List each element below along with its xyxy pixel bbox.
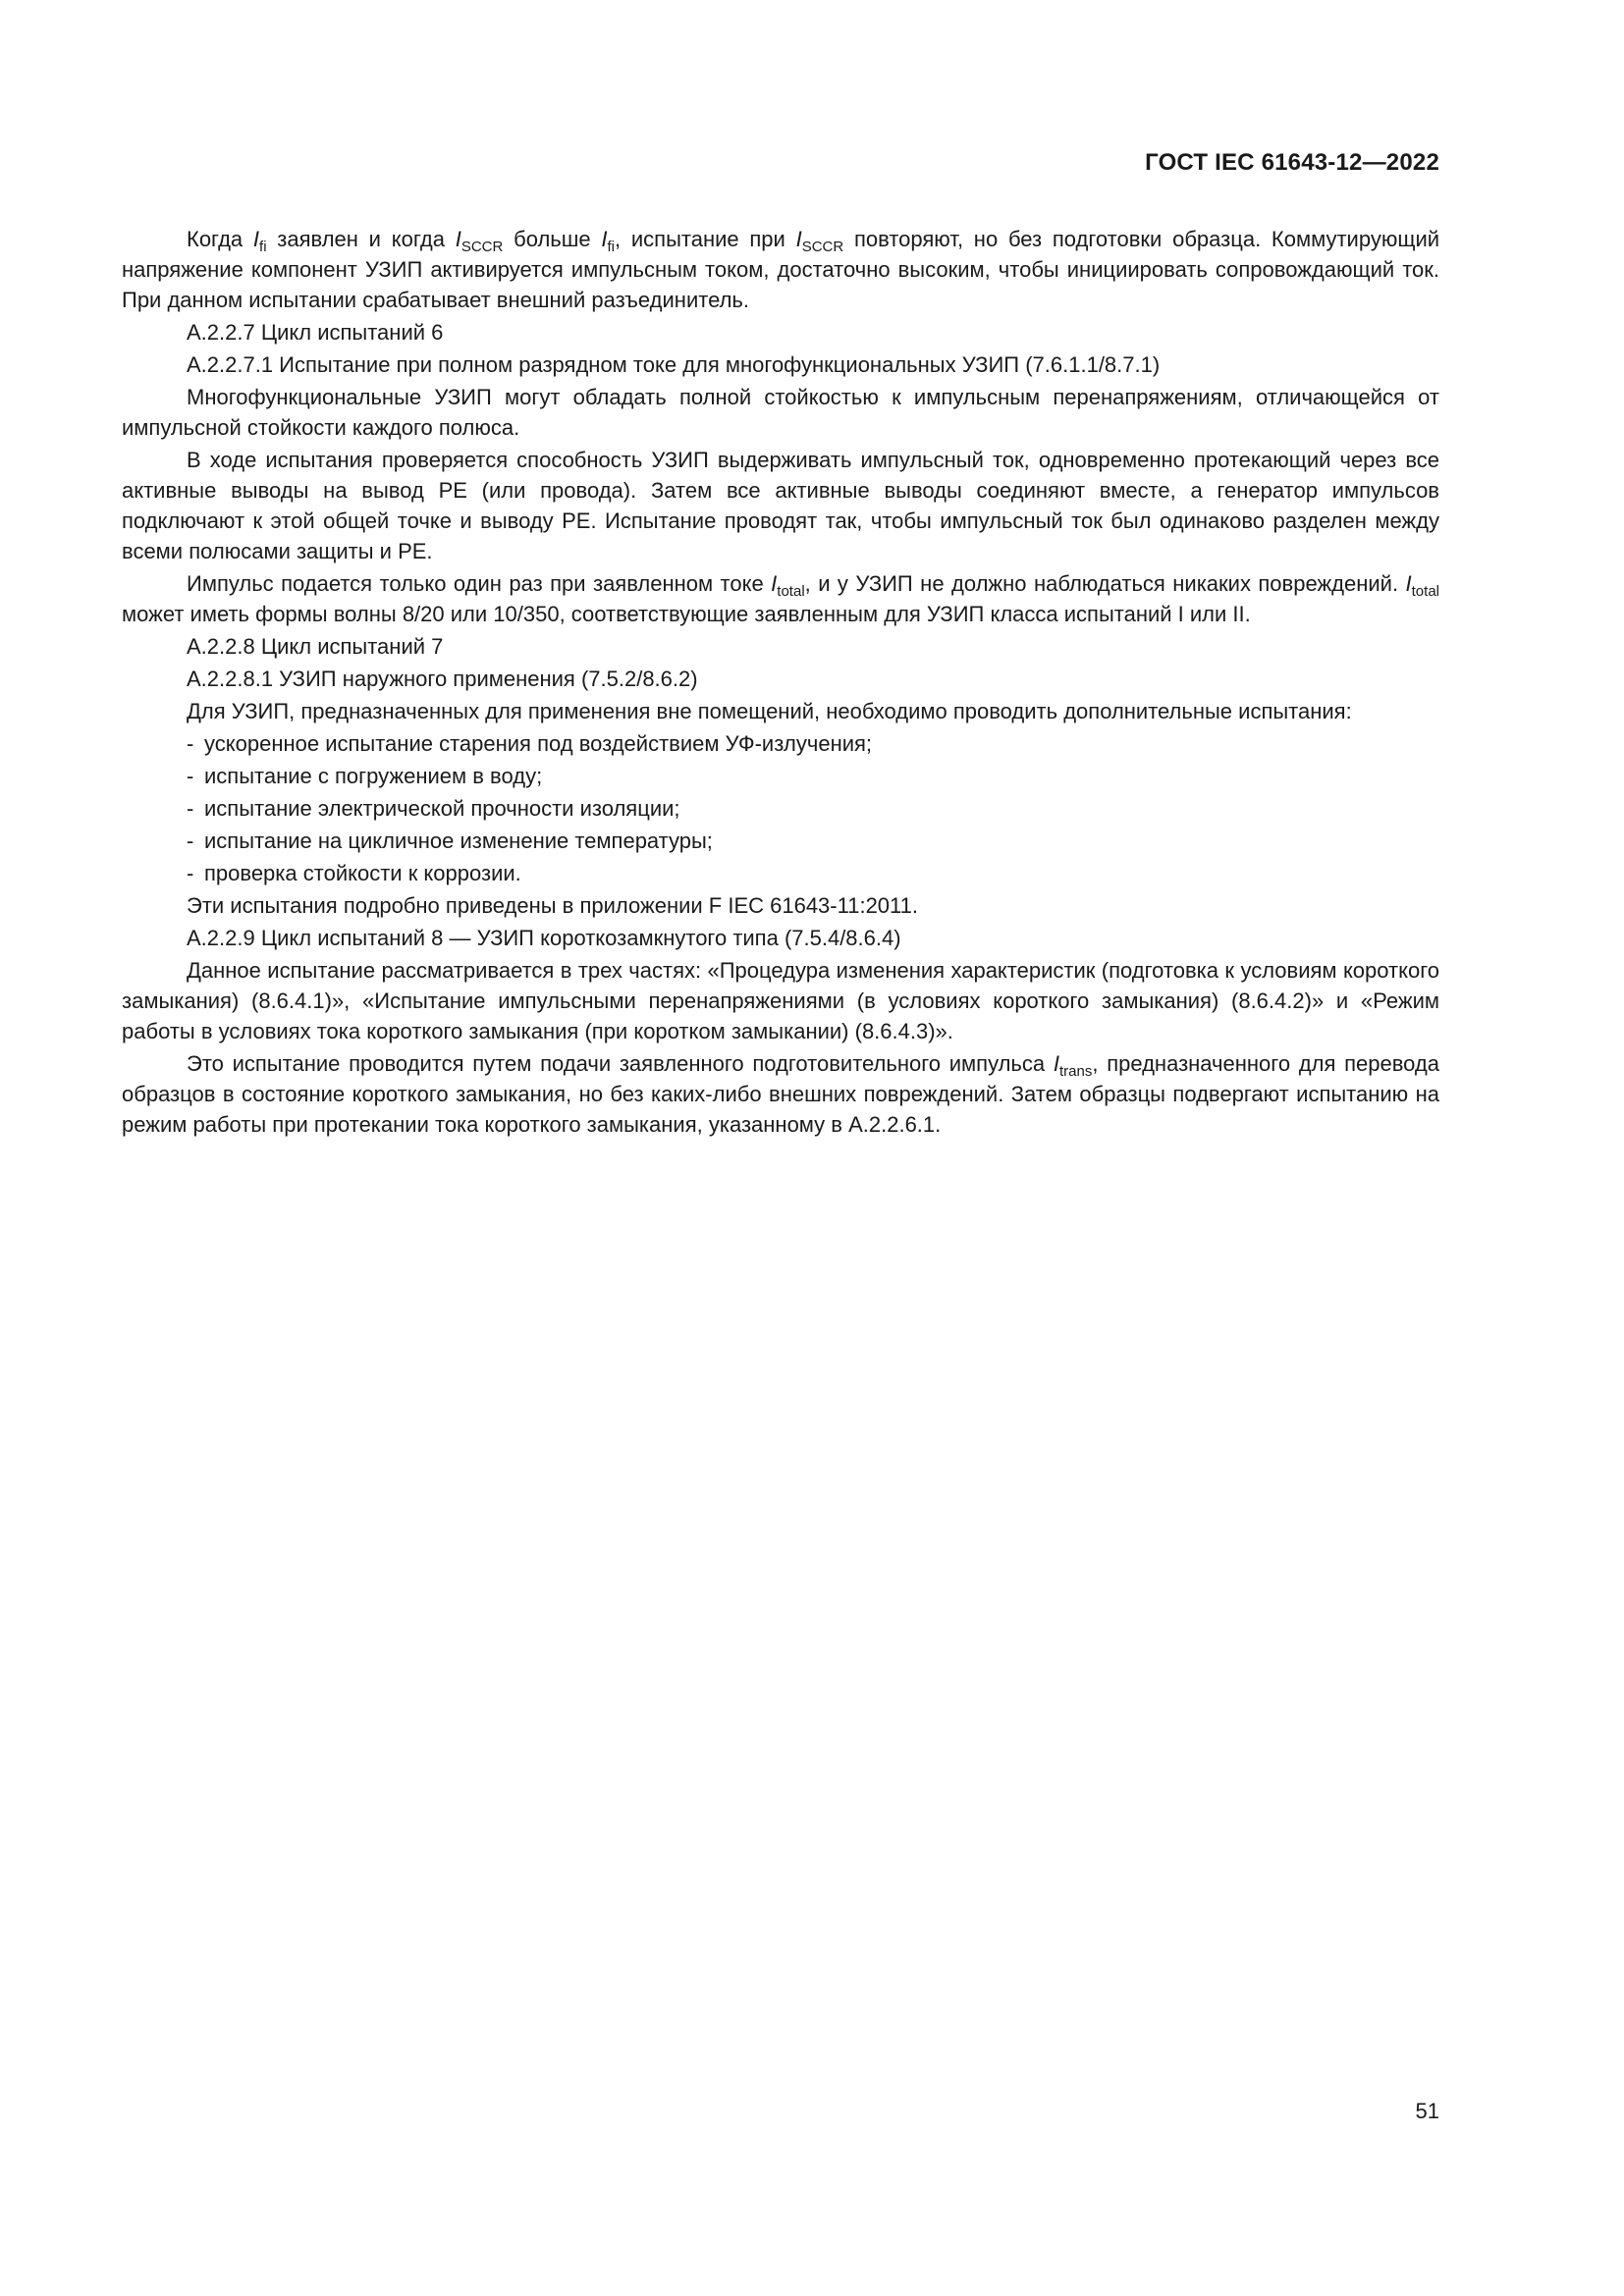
symbol-i: I <box>601 227 608 251</box>
text-run: , предназначенного для перевода образцов в состояние короткого замыкания, но без каких-либо внешних повреждений. Затем образцы подвергают испытанию на режим работы при протекании тока короткого замыкания, указанному в А.2.2.6.1. <box>122 1051 1439 1137</box>
subscript: total <box>1411 583 1439 600</box>
symbol-i: I <box>1405 571 1412 596</box>
paragraph-test-procedure: В ходе испытания проверяется способность УЗИП выдерживать импульсный ток, одновременно протекающий через все активные выводы на вывод PE (или провода). Затем все активные выводы соединяют вместе, а генератор импульсов подключают к этой общей точке и выводу PE. Испытание проводят так, чтобы импульсный ток был одинаково разделен между всеми полюсами защиты и PE. <box>122 448 1439 563</box>
list-item-text: испытание с погружением в воду; <box>204 764 543 788</box>
list-item-text: ускоренное испытание старения под воздействием УФ-излучения; <box>204 731 873 756</box>
paragraph-three-parts: Данное испытание рассматривается в трех частях: «Процедура изменения характеристик (подготовка к условиям короткого замыкания) (8.6.4.1)», «Испытание импульсными перенапряжениями (в условиях короткого замыкания) (8.6.4.2)» и «Режим работы в условиях тока короткого замыкания (при коротком замыкании) (8.6.4.3)». <box>122 958 1439 1043</box>
document-header: ГОСТ IEC 61643-12—2022 <box>1145 149 1439 176</box>
list-item <box>187 858 1439 888</box>
paragraph-multifunction: Многофункциональные УЗИП могут обладать полной стойкостью к импульсным перенапряжениям, отличающейся от импульсной стойкости каждого полюса. <box>122 385 1439 440</box>
paragraph-itotal <box>122 568 1439 629</box>
section-heading-a2271: А.2.2.7.1 Испытание при полном разрядном токе для многофункциональных УЗИП (7.6.1.1/8.7.1) <box>187 352 1161 377</box>
text-run: заявлен и когда <box>266 227 456 251</box>
section-heading-a228: А.2.2.8 Цикл испытаний 7 <box>187 634 444 659</box>
subscript: SCCR <box>460 239 504 255</box>
section-heading-a2281: А.2.2.8.1 УЗИП наружного применения (7.5.2/8.6.2) <box>187 667 698 691</box>
list-dash: - <box>187 764 194 788</box>
text-run: Это испытание проводится путем подачи заявленного подготовительного импульса <box>187 1051 1054 1076</box>
subscript: fi <box>607 239 616 255</box>
list-item-text: проверка стойкости к коррозии. <box>204 861 521 885</box>
subscript: SCCR <box>801 239 844 255</box>
section-heading-a229: А.2.2.9 Цикл испытаний 8 — УЗИП короткозамкнутого типа (7.5.4/8.6.4) <box>187 926 901 950</box>
text-run: повторяют, но без подготовки образца. Коммутирующий напряжение компонент УЗИП активируется импульсным током, достаточно высоким, чтобы инициировать сопровождающий ток. При данном испытании срабатывает внешний разъединитель. <box>122 227 1440 312</box>
symbol-i: I <box>1053 1051 1059 1076</box>
list-item-text: испытание электрической прочности изоляции; <box>204 796 680 821</box>
text-run: , и у УЗИП не должно наблюдаться никаких повреждений. <box>804 571 1406 596</box>
symbol-i: I <box>455 227 461 251</box>
list-item <box>187 826 1439 856</box>
section-heading-a227: А.2.2.7 Цикл испытаний 6 <box>187 320 444 345</box>
list-item <box>187 728 1439 759</box>
paragraph-appendix-ref: Эти испытания подробно приведены в приложении F IEC 61643-11:2011. <box>187 893 918 918</box>
text-run: , испытание при <box>615 227 796 251</box>
list-dash: - <box>187 828 194 853</box>
text-run: больше <box>503 227 602 251</box>
symbol-i: I <box>252 227 260 251</box>
list-dash: - <box>187 731 194 756</box>
paragraph-outdoor: Для УЗИП, предназначенных для применения вне помещений, необходимо проводить дополнительные испытания: <box>187 699 1352 723</box>
test-list <box>122 728 1439 888</box>
subscript: trans <box>1058 1063 1093 1080</box>
subscript: fi <box>259 239 267 255</box>
list-item <box>187 761 1439 791</box>
symbol-i: I <box>795 227 802 251</box>
list-dash: - <box>187 796 194 821</box>
paragraph-ifi-sccr <box>122 224 1439 315</box>
paragraph-itrans <box>122 1048 1439 1140</box>
page-number: 51 <box>1415 2099 1439 2123</box>
list-item <box>187 793 1439 824</box>
list-dash: - <box>187 861 194 885</box>
text-run: может иметь формы волны 8/20 или 10/350, соответствующие заявленным для УЗИП класса испытаний I или II. <box>122 602 1251 626</box>
symbol-i: I <box>771 571 778 596</box>
subscript: total <box>777 583 805 600</box>
text-run: Импульс подается только один раз при заявленном токе <box>187 571 772 596</box>
document-body <box>122 224 1439 1142</box>
text-run: Когда <box>187 227 253 251</box>
list-item-text: испытание на цикличное изменение температуры; <box>204 828 713 853</box>
